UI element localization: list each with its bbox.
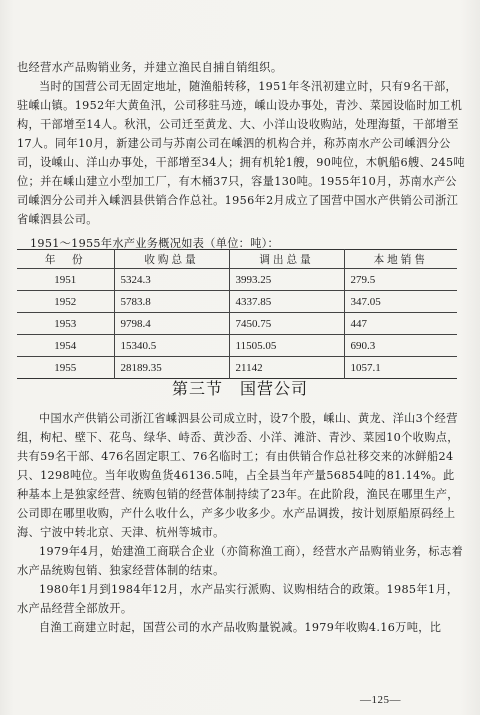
cell-purchase: 5783.8 <box>114 291 229 313</box>
paragraph-decline: 自渔工商建立时起，国营公司的水产品收购量锐减。1979年收购4.16万吨，比 <box>39 621 442 634</box>
cell-local: 279.5 <box>344 269 457 291</box>
paragraph-1979: 1979年4月，始建渔工商联合企业（亦简称渔工商），经营水产品购销业务，标志着水产品统购包销、独家经营体制的结束。 <box>17 545 464 577</box>
table-row <box>17 269 457 291</box>
cell-shipped: 11505.05 <box>229 335 344 357</box>
table-row <box>17 313 457 335</box>
cell-local: 447 <box>344 313 457 335</box>
table-caption: 1951～1955年水产业务概况如表（单位：吨）： <box>30 237 280 250</box>
top-text-block <box>17 58 465 229</box>
cell-purchase: 28189.35 <box>114 357 229 379</box>
cell-local: 347.05 <box>344 291 457 313</box>
header-year: 年 份 <box>17 250 114 269</box>
paragraph-1980: 1980年1月到1984年12月，水产品实行派购、议购相结合的政策。1985年1月，水产品经营全部放开。 <box>17 583 459 615</box>
cell-year: 1952 <box>17 291 114 313</box>
cell-shipped: 21142 <box>229 357 344 379</box>
cell-shipped: 3993.25 <box>229 269 344 291</box>
cell-local: 1057.1 <box>344 357 457 379</box>
cell-purchase: 15340.5 <box>114 335 229 357</box>
cell-year: 1953 <box>17 313 114 335</box>
cell-shipped: 4337.85 <box>229 291 344 313</box>
header-local-sales: 本地销售 <box>344 250 457 269</box>
table-row <box>17 291 457 313</box>
table-header-row <box>17 250 457 269</box>
cell-purchase: 5324.3 <box>114 269 229 291</box>
cell-purchase: 9798.4 <box>114 313 229 335</box>
paragraph-company-history: 当时的国营公司无固定地址，随渔船转移，1951年冬汛初建立时，只有9名干部，驻嵊山镇。1952年大黄鱼汛，公司移驻马迹，嵊山设办事处，青沙、菜园设临时加工机构，干部增至14人。秋汛，公司迁至黄龙、大、小洋山设收购站，处理海蜇，干部增至17人。同年10月，新建公司与苏南公司在嵊泗的机构合并，称苏南水产公司嵊泗分公司，设嵊山、洋山办事处，干部增至34人；拥有机轮1艘，90吨位，木帆船6艘、245吨位；并在嵊山建立小型加工厂，有木桶37只，容量130吨。1955年10月，苏南水产公司嵊泗分公司并入嵊泗县供销合作总社。1956年2月成立了国营中国水产供销公司浙江省嵊泗县公司。 <box>17 80 465 226</box>
bottom-text-block <box>17 409 465 637</box>
header-shipped-total: 调出总量 <box>229 250 344 269</box>
cell-year: 1955 <box>17 357 114 379</box>
cell-year: 1951 <box>54 273 77 286</box>
aquatic-business-table <box>17 249 457 379</box>
section-title: 第三节 国营公司 <box>171 379 308 398</box>
page-number: —125— <box>360 694 401 706</box>
header-purchase-total: 收购总量 <box>114 250 229 269</box>
paragraph-continuation: 也经营水产品购销业务，并建立渔民自捕自销组织。 <box>17 61 283 74</box>
cell-shipped: 7450.75 <box>229 313 344 335</box>
cell-local: 690.3 <box>344 335 457 357</box>
paragraph-county-company: 中国水产供销公司浙江省嵊泗县公司成立时，设7个股，嵊山、黄龙、洋山3个经营组，枸杞、壁下、花鸟、绿华、峙岙、黄沙岙、小洋、滩浒、青沙、菜园10个收购点，共有59名干部、476名固定职工、76名临时工；有由供销合作总社移交来的冰鲜船24只、1298吨位。当年收购鱼货46136.5吨，占全县当年产量56854吨的81.14%。此种基本上是独家经营、统购包销的经营体制持续了23年。在此阶段，渔民在哪里生产，公司即在哪里收购，产什么收什么，产多少收多少。水产品调拨，按计划原船原码经上海、宁波中转北京、天津、杭州等城市。 <box>17 412 459 539</box>
table-row <box>17 335 457 357</box>
cell-year: 1954 <box>17 335 114 357</box>
